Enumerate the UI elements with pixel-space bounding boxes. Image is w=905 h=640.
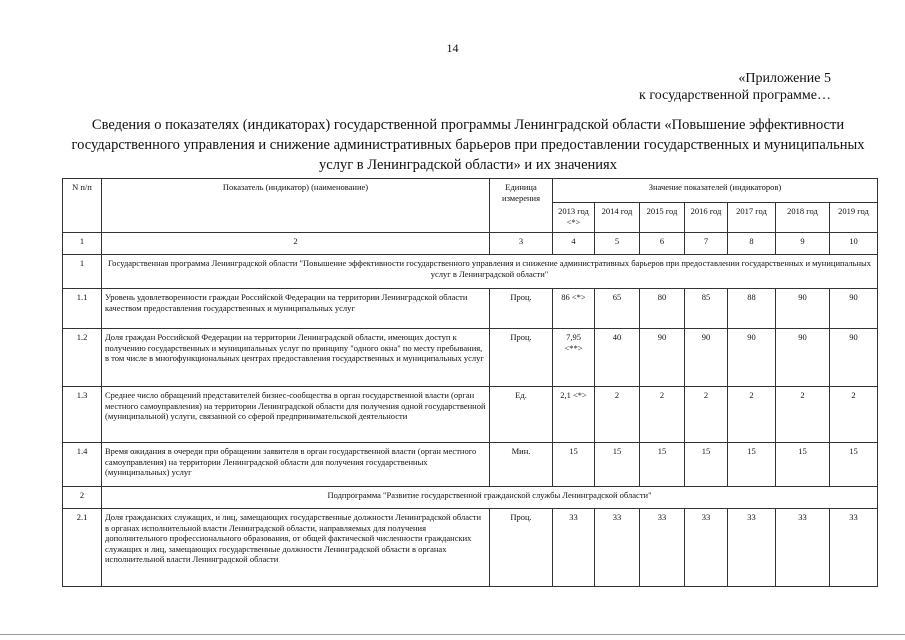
row-value: 15 (830, 443, 878, 487)
section-title: Подпрограмма "Развитие государственной гражданской службы Ленинградской области" (102, 487, 878, 509)
column-number: 3 (490, 233, 553, 255)
row-num: 2.1 (63, 509, 102, 587)
section-title: Государственная программа Ленинградской области "Повышение эффективности государственного управления и снижение административных барьеров при предоставлении государственных и муниципальных услуг в Ленинградской области" (102, 255, 878, 289)
row-value: 40 (595, 329, 640, 387)
row-indicator-name: Доля гражданских служащих, и лиц, замещающих государственные должности Ленинградской области в органах исполнительной власти Ленинградской области, направляемых для получения дополнительного профессионального образования, от общей фактической численности гражданских служащих и лиц, замещающих государственные должности Ленинградской области в органах исполнительной власти Ленинградской области (102, 509, 490, 587)
row-unit: Проц. (490, 289, 553, 329)
row-unit: Проц. (490, 509, 553, 587)
row-value: 90 (640, 329, 685, 387)
row-value: 33 (685, 509, 728, 587)
row-num: 1.3 (63, 387, 102, 443)
row-indicator-name: Среднее число обращений представителей бизнес-сообщества в орган государственной власти (орган местного самоуправления) на территории Ленинградской области для получения одной государственной (муниципальной) услуги, связанной со сферой предпринимательской деятельности (102, 387, 490, 443)
indicators-table (62, 178, 878, 587)
row-value: 33 (595, 509, 640, 587)
row-value: 90 (776, 329, 830, 387)
row-value: 15 (640, 443, 685, 487)
row-value: 15 (728, 443, 776, 487)
row-value: 33 (640, 509, 685, 587)
section-row (63, 255, 878, 289)
row-unit: Мин. (490, 443, 553, 487)
row-unit: Ед. (490, 387, 553, 443)
appendix-line-1: «Приложение 5 (738, 71, 831, 86)
row-value: 33 (776, 509, 830, 587)
header-year: 2019 год (830, 203, 878, 233)
row-value: 90 (830, 329, 878, 387)
header-year: 2015 год (640, 203, 685, 233)
column-number: 10 (830, 233, 878, 255)
document-title: Сведения о показателях (индикаторах) государственной программы Ленинградской области «Повышение эффективности государственного управления и снижение административных барьеров при предоставлении государственных и муниципальных услуг в Ленинградской области» и их значениях (71, 117, 865, 173)
row-value: 2 (830, 387, 878, 443)
row-value: 86 <*> (553, 289, 595, 329)
header-num: N п/п (63, 179, 102, 233)
appendix-line-2: к государственной программе… (639, 88, 831, 103)
column-number: 1 (63, 233, 102, 255)
row-value: 2 (685, 387, 728, 443)
column-number: 8 (728, 233, 776, 255)
column-numbers-row (63, 233, 878, 255)
header-year: 2013 год <*> (553, 203, 595, 233)
section-num: 1 (63, 255, 102, 289)
page-bottom-edge (0, 634, 905, 635)
row-value: 33 (728, 509, 776, 587)
column-number: 6 (640, 233, 685, 255)
row-indicator-name: Доля граждан Российской Федерации на территории Ленинградской области, имеющих доступ к получению государственных и муниципальных услуг по принципу "одного окна" по месту пребывания, в том числе в многофункциональных центрах предоставления государственных и муниципальных услуг (102, 329, 490, 387)
header-unit: Единица измерения (490, 179, 553, 233)
row-value: 7,95 <**> (553, 329, 595, 387)
header-year: 2018 год (776, 203, 830, 233)
column-number: 4 (553, 233, 595, 255)
row-value: 2 (776, 387, 830, 443)
header-indicator: Показатель (индикатор) (наименование) (102, 179, 490, 233)
row-indicator-name: Время ожидания в очереди при обращении заявителя в орган государственной власти (орган местного самоуправления) на территории Ленинградской области для получения государственных (муниципальных) услуг (102, 443, 490, 487)
row-value: 15 (685, 443, 728, 487)
section-row (63, 487, 878, 509)
header-year: 2016 год (685, 203, 728, 233)
table-row (63, 443, 878, 487)
row-value: 2,1 <*> (553, 387, 595, 443)
column-number: 9 (776, 233, 830, 255)
table-row (63, 329, 878, 387)
row-value: 88 (728, 289, 776, 329)
column-number: 5 (595, 233, 640, 255)
row-value: 33 (830, 509, 878, 587)
header-year: 2017 год (728, 203, 776, 233)
row-value: 90 (776, 289, 830, 329)
section-num: 2 (63, 487, 102, 509)
row-value: 15 (776, 443, 830, 487)
row-value: 2 (595, 387, 640, 443)
row-unit: Проц. (490, 329, 553, 387)
table-row (63, 289, 878, 329)
row-value: 80 (640, 289, 685, 329)
page-number: 14 (446, 41, 459, 55)
appendix-note (639, 70, 831, 104)
header-year: 2014 год (595, 203, 640, 233)
row-value: 15 (553, 443, 595, 487)
column-number: 7 (685, 233, 728, 255)
row-num: 1.1 (63, 289, 102, 329)
row-num: 1.2 (63, 329, 102, 387)
row-value: 90 (728, 329, 776, 387)
row-value: 33 (553, 509, 595, 587)
column-number: 2 (102, 233, 490, 255)
row-value: 90 (685, 329, 728, 387)
row-num: 1.4 (63, 443, 102, 487)
row-value: 2 (640, 387, 685, 443)
row-value: 65 (595, 289, 640, 329)
table-row (63, 509, 878, 587)
row-value: 2 (728, 387, 776, 443)
header-values-group: Значение показателей (индикаторов) (553, 179, 878, 203)
row-value: 90 (830, 289, 878, 329)
row-value: 15 (595, 443, 640, 487)
table-row (63, 387, 878, 443)
row-value: 85 (685, 289, 728, 329)
row-indicator-name: Уровень удовлетворенности граждан Российской Федерации на территории Ленинградской области качеством предоставления государственных и муниципальных услуг (102, 289, 490, 329)
